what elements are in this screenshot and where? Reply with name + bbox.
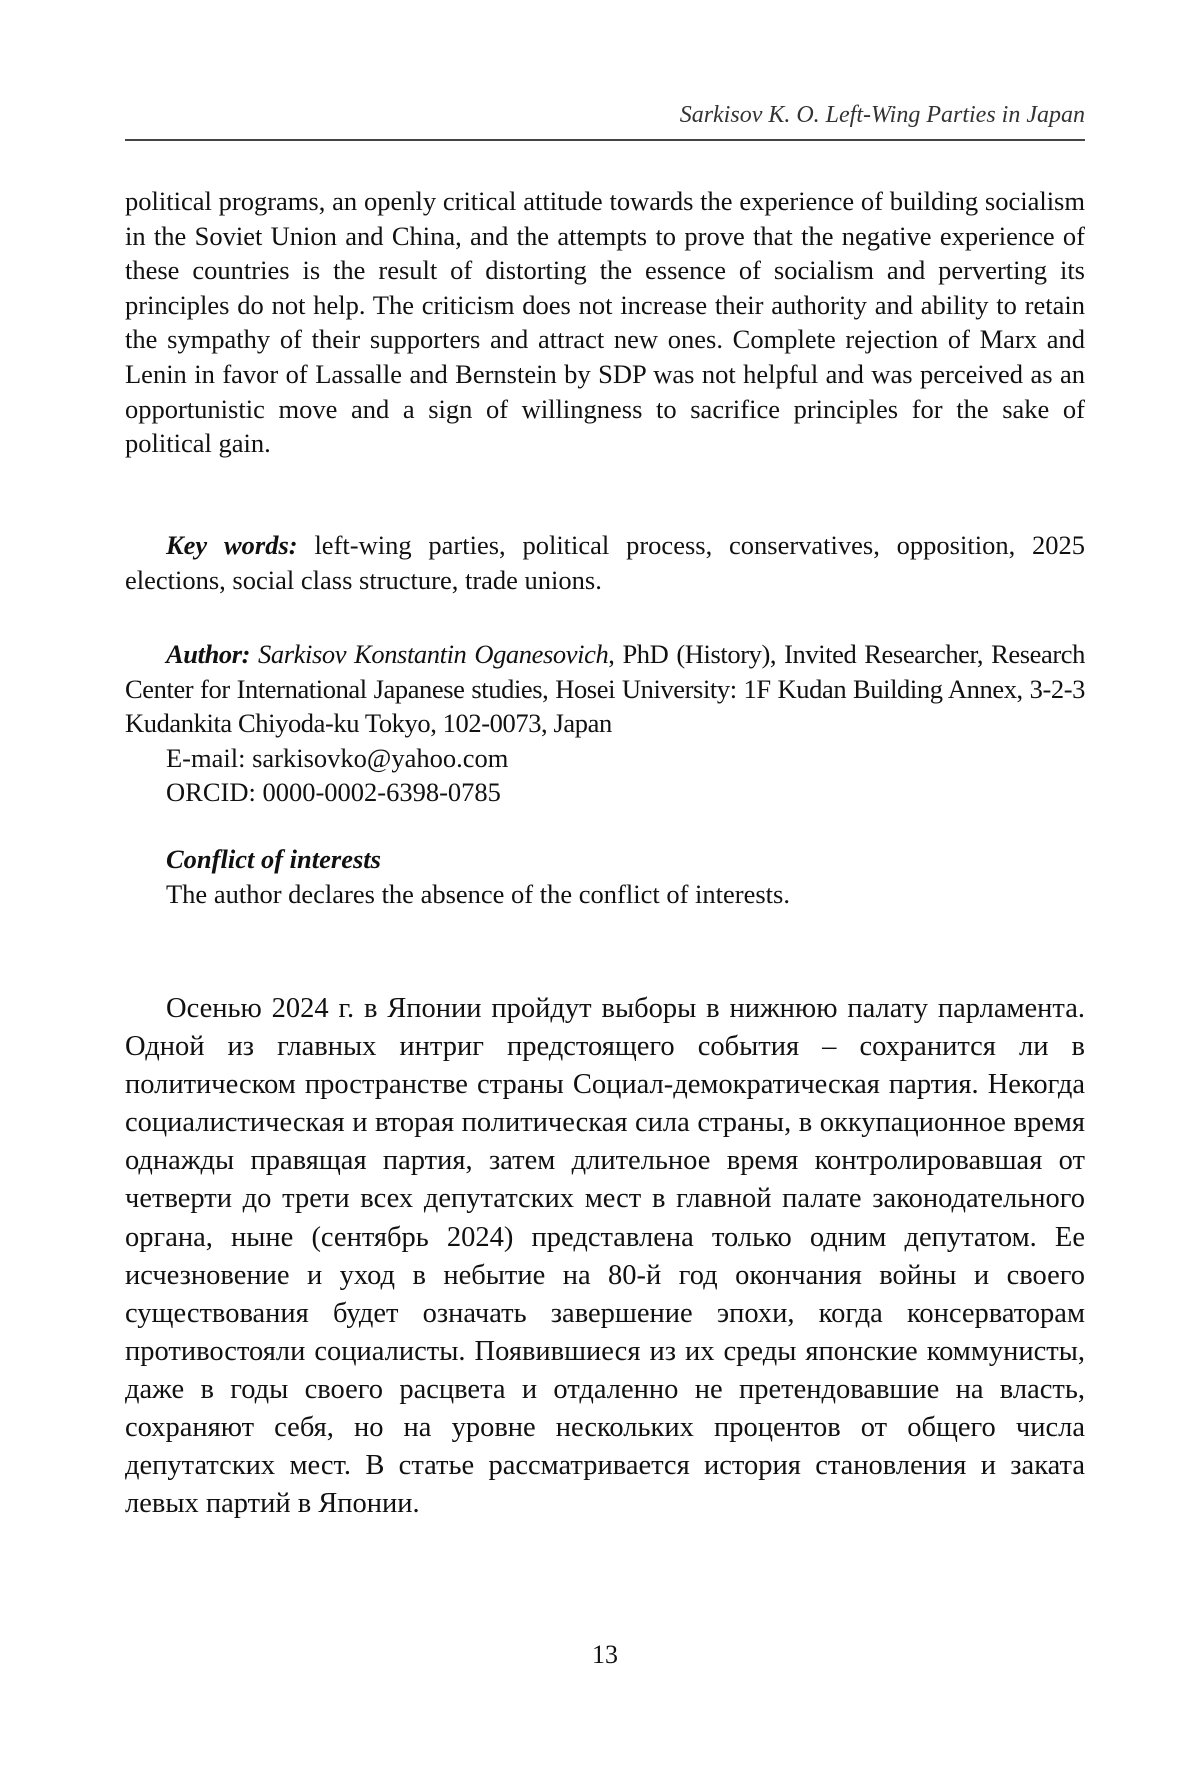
author-details: , PhD (History), Invited Researcher, Research Center for International Japanese studies, Hosei University: 1F Kudan Building Annex, 3-2-3 Kudankita Chiyoda-ku Tokyo, 102-0073, Japan xyxy=(125,639,1085,739)
main-paragraph: Осенью 2024 г. в Японии пройдут выборы в нижнюю палату парламента. Одной из главных интриг предстоящего события – сохранится ли в политическом пространстве страны Социал-демократическая партия. Некогда социалистическая и вторая политическая сила страны, в оккупационное время однажды правящая партия, затем длительное время контролировавшая от четверти до трети всех депутатских мест в главной палате законодательного органа, ныне (сентябрь 2024) представлена только одним депутатом. Ее исчезновение и уход в небытие на 80-й год окончания войны и своего существования будет означать завершение эпохи, когда консерваторам противостояли социалисты. Появившиеся из их среды японские коммунисты, даже в годы своего расцвета и отдаленно не претендовавшие на власть, сохраняют себя, но на уровне нескольких процентов от общего числа депутатских мест. В статье рассматривается история становления и заката левых партий в Японии. xyxy=(125,993,1085,1520)
abstract-paragraph: political programs, an openly critical attitude towards the experience of building socialism in the Soviet Union and China, and the attempts to prove that the negative experience of these countries is the result of distorting the essence of socialism and perverting its principles do not help. The criticism does not increase their authority and ability to retain the sympathy of their supporters and attract new ones. Complete rejection of Marx and Lenin in favor of Lassalle and Bernstein by SDP was not helpful and was perceived as an opportunistic move and a sign of willingness to sacrifice principles for the sake of political gain. xyxy=(125,186,1085,459)
conflict-text: The author declares the absence of the conflict of interests. xyxy=(166,878,790,909)
running-header: Sarkisov K. O. Left-Wing Parties in Japan xyxy=(679,102,1085,128)
conflict-block xyxy=(166,842,1085,911)
keywords-paragraph xyxy=(125,528,1085,597)
conflict-title: Conflict of interests xyxy=(166,844,381,874)
keywords-text: left-wing parties, political process, conservatives, opposition, 2025 elections, social class structure, trade unions. xyxy=(125,530,1085,595)
author-label: Author: xyxy=(166,639,251,669)
author-info xyxy=(125,637,1085,741)
header-rule xyxy=(125,139,1085,141)
page-number: 13 xyxy=(592,1640,618,1669)
page xyxy=(125,0,1085,1780)
author-email: E-mail: sarkisovko@yahoo.com xyxy=(166,742,509,773)
author-name: Sarkisov Konstantin Oganesovich xyxy=(250,639,609,669)
author-orcid: ORCID: 0000-0002-6398-0785 xyxy=(166,777,501,808)
keywords-label: Key words: xyxy=(166,530,298,560)
author-block xyxy=(125,637,1085,810)
